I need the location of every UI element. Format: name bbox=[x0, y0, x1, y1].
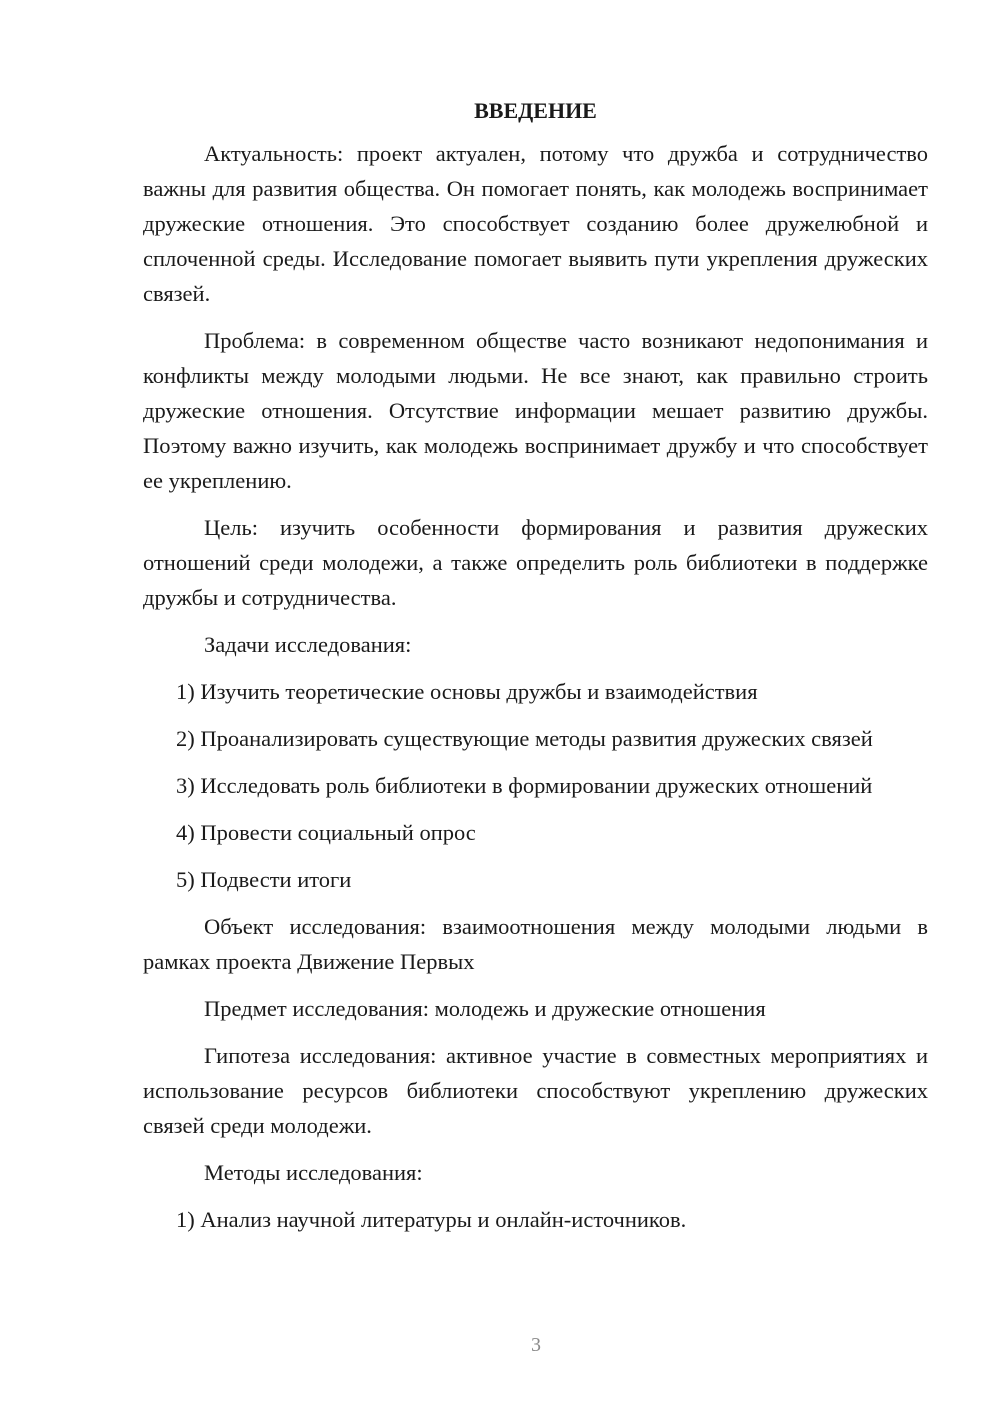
relevance-paragraph: Актуальность: проект актуален, потому что дружба и сотрудничество важны для развития общества. Он помогает понять, как молодежь воспринимает дружеские отношения. Это способствует созданию более дружелюбной и сплоченной среды. Исследование помогает выявить пути укрепления дружеских связей. bbox=[143, 141, 928, 306]
task-item: 3) Исследовать роль библиотеки в формировании дружеских отношений bbox=[176, 773, 873, 798]
methods-title: Методы исследования: bbox=[204, 1160, 423, 1185]
page-number: 3 bbox=[531, 1334, 541, 1356]
task-item: 5) Подвести итоги bbox=[176, 867, 352, 892]
task-item: 2) Проанализировать существующие методы развития дружеских связей bbox=[176, 726, 873, 751]
task-item: 4) Провести социальный опрос bbox=[176, 820, 476, 845]
document-page bbox=[143, 95, 928, 1237]
tasks-title: Задачи исследования: bbox=[204, 632, 412, 657]
object-paragraph: Объект исследования: взаимоотношения между молодыми людьми в рамках проекта Движение Первых bbox=[143, 914, 928, 974]
method-item: 1) Анализ научной литературы и онлайн-источников. bbox=[176, 1207, 687, 1232]
subject-paragraph: Предмет исследования: молодежь и дружеские отношения bbox=[204, 996, 766, 1021]
problem-paragraph: Проблема: в современном обществе часто возникают недопонимания и конфликты между молодыми людьми. Не все знают, как правильно строить дружеские отношения. Отсутствие информации мешает развитию дружбы. Поэтому важно изучить, как молодежь воспринимает дружбу и что способствует ее укреплению. bbox=[143, 328, 928, 493]
goal-paragraph: Цель: изучить особенности формирования и развития дружеских отношений среди молодежи, а также определить роль библиотеки в поддержке дружбы и сотрудничества. bbox=[143, 515, 928, 610]
section-heading: ВВЕДЕНИЕ bbox=[474, 98, 597, 123]
task-item: 1) Изучить теоретические основы дружбы и взаимодействия bbox=[176, 679, 758, 704]
hypothesis-paragraph: Гипотеза исследования: активное участие в совместных мероприятиях и использование ресурсов библиотеки способствуют укреплению дружеских связей среди молодежи. bbox=[143, 1043, 928, 1138]
